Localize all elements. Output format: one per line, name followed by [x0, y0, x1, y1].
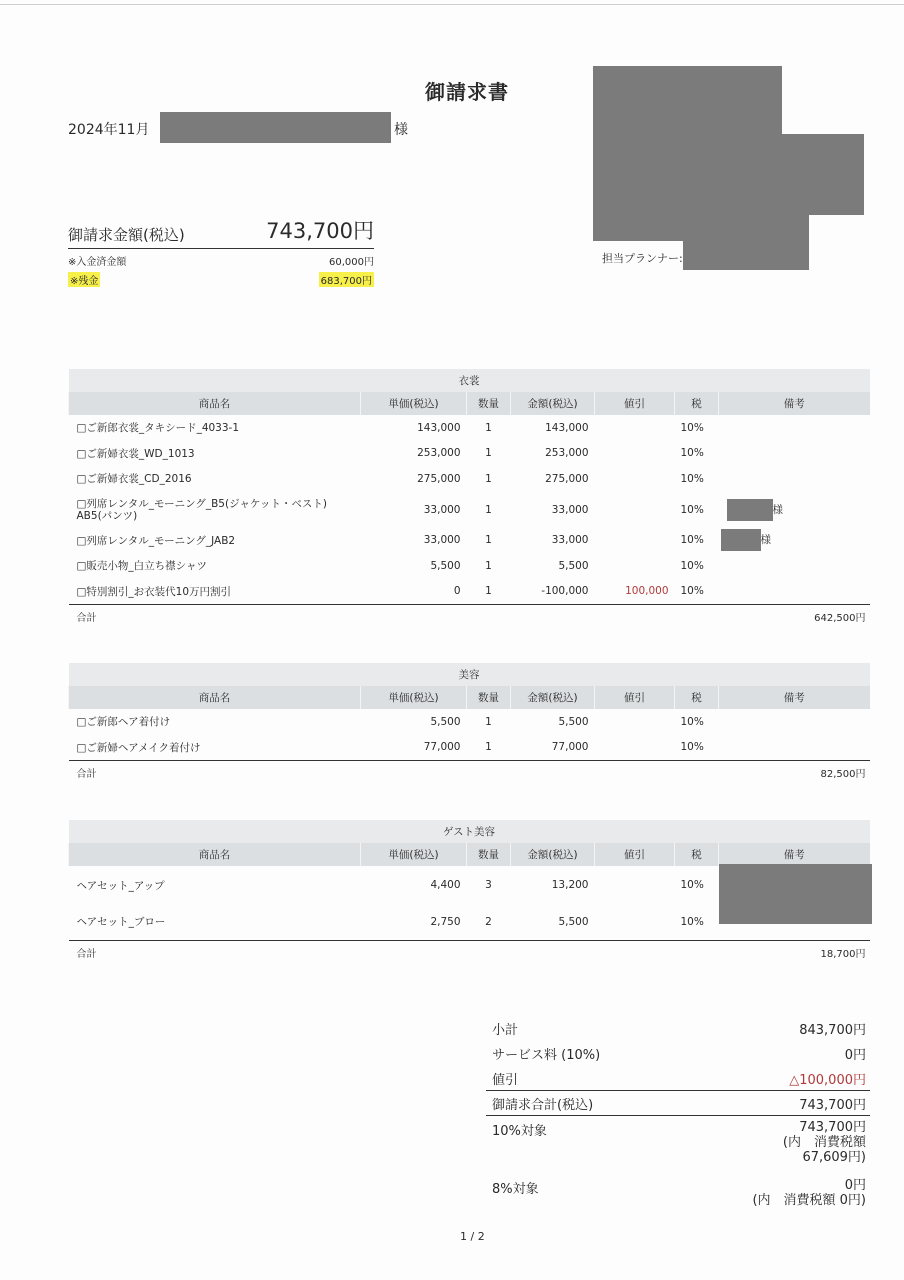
item-remark — [719, 466, 870, 492]
col-header-name: 商品名 — [69, 843, 361, 866]
item-tax: 10% — [680, 915, 704, 928]
item-amount: 143,000 — [545, 421, 589, 434]
subtotal-label: 小計 — [492, 1023, 519, 1038]
item-tax: 10% — [680, 503, 704, 516]
col-header-qty: 数量 — [467, 686, 511, 709]
item-qty: 1 — [485, 534, 492, 547]
discount-label: 値引 — [492, 1072, 519, 1088]
redacted-company-info — [593, 66, 782, 136]
item-qty: 1 — [485, 447, 492, 460]
section-total-row — [69, 604, 870, 628]
item-discount — [595, 528, 675, 554]
section-total-label: 合計 — [69, 604, 361, 628]
item-discount — [595, 415, 675, 441]
col-header-amount: 金額(税込) — [511, 686, 595, 709]
item-amount: 13,200 — [551, 879, 589, 891]
item-tax: 10% — [680, 534, 704, 547]
service-fee-row — [486, 1041, 870, 1066]
item-tax: 10% — [680, 559, 704, 572]
item-price: 2,750 — [430, 915, 461, 928]
balance-value: 683,700円 — [319, 272, 374, 287]
section-table-beauty — [68, 663, 870, 784]
customer-honorific: 様 — [394, 122, 408, 138]
item-qty: 1 — [485, 421, 492, 434]
section-table-costume — [68, 369, 870, 628]
item-amount: 77,000 — [551, 741, 589, 753]
subtotal-row — [486, 1016, 870, 1041]
tax8-value: 0円 — [844, 1178, 866, 1193]
redacted-planner-name — [683, 239, 809, 270]
item-remark — [719, 709, 870, 735]
section-total-row — [69, 760, 870, 784]
item-amount: 5,500 — [558, 559, 589, 572]
item-qty: 3 — [485, 879, 492, 891]
subtotal-value: 843,700円 — [799, 1023, 866, 1038]
item-name: □ご新婦衣裳_CD_2016 — [76, 473, 192, 486]
item-remark — [719, 415, 870, 441]
item-price: 143,000 — [417, 421, 461, 434]
section-total-value: 82,500円 — [361, 760, 870, 784]
tax8-row — [486, 1174, 870, 1208]
billing-total-label: 御請求金額(税込) — [68, 226, 185, 244]
item-name: ヘアセット_アップ — [76, 879, 165, 892]
item-price: 5,500 — [430, 715, 461, 728]
item-qty: 1 — [485, 503, 492, 516]
item-price: 33,000 — [423, 534, 461, 547]
item-name: □列席レンタル_モーニング_JAB2 — [76, 534, 236, 547]
item-discount — [595, 904, 675, 940]
redacted-company-info — [593, 134, 864, 215]
item-price: 5,500 — [430, 559, 461, 572]
table-row — [69, 866, 870, 904]
discount-value: △100,000円 — [789, 1072, 866, 1088]
item-amount: -100,000 — [541, 585, 589, 597]
item-qty: 1 — [485, 585, 492, 597]
col-header-tax: 税 — [675, 686, 719, 709]
col-header-amount: 金額(税込) — [511, 843, 595, 866]
col-header-tax: 税 — [675, 392, 719, 415]
tax10-tax-line1: (内 消費税額 — [782, 1135, 866, 1150]
item-price: 275,000 — [417, 472, 461, 485]
section-title: ゲスト美容 — [69, 820, 870, 843]
item-discount: 100,000 — [625, 585, 669, 597]
item-amount: 253,000 — [545, 447, 589, 460]
balance-label: ※残金 — [68, 272, 100, 287]
item-discount — [595, 492, 675, 528]
col-header-name: 商品名 — [69, 686, 361, 709]
item-tax: 10% — [680, 421, 704, 434]
col-header-discount: 値引 — [595, 843, 675, 866]
tax10-values — [783, 1120, 866, 1174]
redacted-customer-name — [160, 112, 391, 143]
item-name: □ご新婦ヘアメイク着付け — [76, 741, 201, 754]
item-name-line1: □列席レンタル_モーニング_B5(ジャケット・ベスト) — [76, 497, 327, 510]
col-header-price: 単価(税込) — [361, 392, 467, 415]
item-tax: 10% — [680, 879, 704, 891]
tax10-value: 743,700円 — [799, 1120, 866, 1135]
item-name-line2: AB5(パンツ) — [76, 509, 138, 522]
discount-row — [486, 1066, 870, 1091]
item-name: ヘアセット_ブロー — [76, 916, 166, 929]
item-amount: 33,000 — [551, 534, 589, 547]
item-qty: 1 — [485, 741, 492, 753]
section-total-label: 合計 — [69, 940, 361, 964]
item-discount — [595, 553, 675, 579]
item-qty: 1 — [485, 715, 492, 728]
section-total-row — [69, 940, 870, 964]
redacted-guest-name — [727, 499, 773, 521]
tax10-row — [486, 1116, 870, 1174]
billing-total-row — [68, 215, 374, 249]
item-price: 253,000 — [417, 447, 461, 460]
table-row — [69, 415, 870, 441]
col-header-discount: 値引 — [595, 686, 675, 709]
item-qty: 2 — [485, 915, 492, 928]
item-remark — [719, 441, 870, 467]
item-remark — [719, 866, 870, 940]
section-total-value: 642,500円 — [361, 604, 870, 628]
remark-honorific: 様 — [760, 534, 771, 547]
page-number: 1 / 2 — [460, 1230, 485, 1243]
item-name: □ご新婦衣裳_WD_1013 — [76, 447, 195, 460]
table-row — [69, 579, 870, 605]
item-amount: 33,000 — [551, 503, 589, 516]
remark-honorific: 様 — [772, 503, 783, 516]
table-row — [69, 466, 870, 492]
item-amount: 5,500 — [558, 915, 589, 928]
section-total-value: 18,700円 — [361, 940, 870, 964]
section-total-label: 合計 — [69, 760, 361, 784]
tax8-values — [752, 1178, 866, 1208]
balance-row — [68, 272, 374, 287]
tax8-tax-line: (内 消費税額 0円) — [752, 1193, 866, 1208]
item-remark — [719, 579, 870, 605]
col-header-qty: 数量 — [467, 843, 511, 866]
service-fee-label: サービス料 (10%) — [492, 1048, 601, 1063]
col-header-name: 商品名 — [69, 392, 361, 415]
table-row — [69, 441, 870, 467]
scan-edge-line — [0, 4, 904, 5]
col-header-tax: 税 — [675, 843, 719, 866]
billing-total-block — [68, 215, 374, 287]
tax10-label: 10%対象 — [492, 1124, 547, 1139]
item-discount — [595, 866, 675, 904]
col-header-price: 単価(税込) — [361, 686, 467, 709]
item-name — [69, 492, 361, 528]
col-header-remark: 備考 — [719, 843, 870, 866]
section-title: 美容 — [69, 663, 870, 686]
item-tax: 10% — [680, 447, 704, 460]
tax8-label: 8%対象 — [492, 1182, 539, 1197]
redacted-guest-names — [719, 864, 872, 924]
item-name: □販売小物_白立ち襟シャツ — [76, 560, 207, 573]
document-title: 御請求書 — [425, 80, 509, 104]
item-discount — [595, 441, 675, 467]
grand-total-value: 743,700円 — [799, 1097, 866, 1113]
tax10-tax-line2: 67,609円) — [802, 1150, 866, 1165]
billing-total-value: 743,700円 — [266, 219, 374, 243]
redacted-company-info — [593, 213, 809, 241]
item-remark — [719, 735, 870, 761]
item-tax: 10% — [680, 715, 704, 728]
item-discount — [595, 735, 675, 761]
redacted-guest-name — [721, 529, 761, 551]
item-tax: 10% — [680, 585, 704, 597]
item-remark — [719, 528, 870, 554]
service-fee-value: 0円 — [844, 1048, 866, 1063]
deposit-label: ※入金済金額 — [68, 257, 127, 268]
item-qty: 1 — [485, 559, 492, 572]
item-qty: 1 — [485, 472, 492, 485]
table-row — [69, 492, 870, 528]
item-name: □ご新郎衣裳_タキシード_4033-1 — [76, 422, 240, 435]
col-header-remark: 備考 — [719, 686, 870, 709]
deposit-value: 60,000円 — [329, 257, 374, 268]
table-row — [69, 553, 870, 579]
item-tax: 10% — [680, 741, 704, 753]
item-remark — [719, 553, 870, 579]
item-price: 33,000 — [423, 503, 461, 516]
item-discount — [595, 466, 675, 492]
invoice-summary — [486, 1016, 870, 1208]
col-header-price: 単価(税込) — [361, 843, 467, 866]
table-row — [69, 735, 870, 761]
col-header-discount: 値引 — [595, 392, 675, 415]
item-amount: 5,500 — [558, 715, 589, 728]
item-discount — [595, 709, 675, 735]
grand-total-row — [486, 1091, 870, 1116]
col-header-qty: 数量 — [467, 392, 511, 415]
item-price: 77,000 — [423, 741, 461, 753]
item-price: 4,400 — [430, 879, 461, 891]
col-header-amount: 金額(税込) — [511, 392, 595, 415]
item-amount: 275,000 — [545, 472, 589, 485]
table-row — [69, 528, 870, 554]
col-header-remark: 備考 — [719, 392, 870, 415]
item-name: □ご新郎ヘア着付け — [76, 716, 171, 729]
grand-total-label: 御請求合計(税込) — [492, 1097, 594, 1113]
invoice-date: 2024年11月 — [68, 122, 150, 138]
item-tax: 10% — [680, 472, 704, 485]
deposit-row — [68, 253, 374, 268]
item-remark — [719, 492, 870, 528]
section-title: 衣裳 — [69, 369, 870, 392]
item-name: □特別割引_お衣装代10万円割引 — [76, 585, 232, 598]
table-row — [69, 709, 870, 735]
item-price: 0 — [453, 585, 461, 597]
planner-label: 担当プランナー: — [602, 252, 683, 265]
section-table-guest-beauty — [68, 820, 870, 964]
